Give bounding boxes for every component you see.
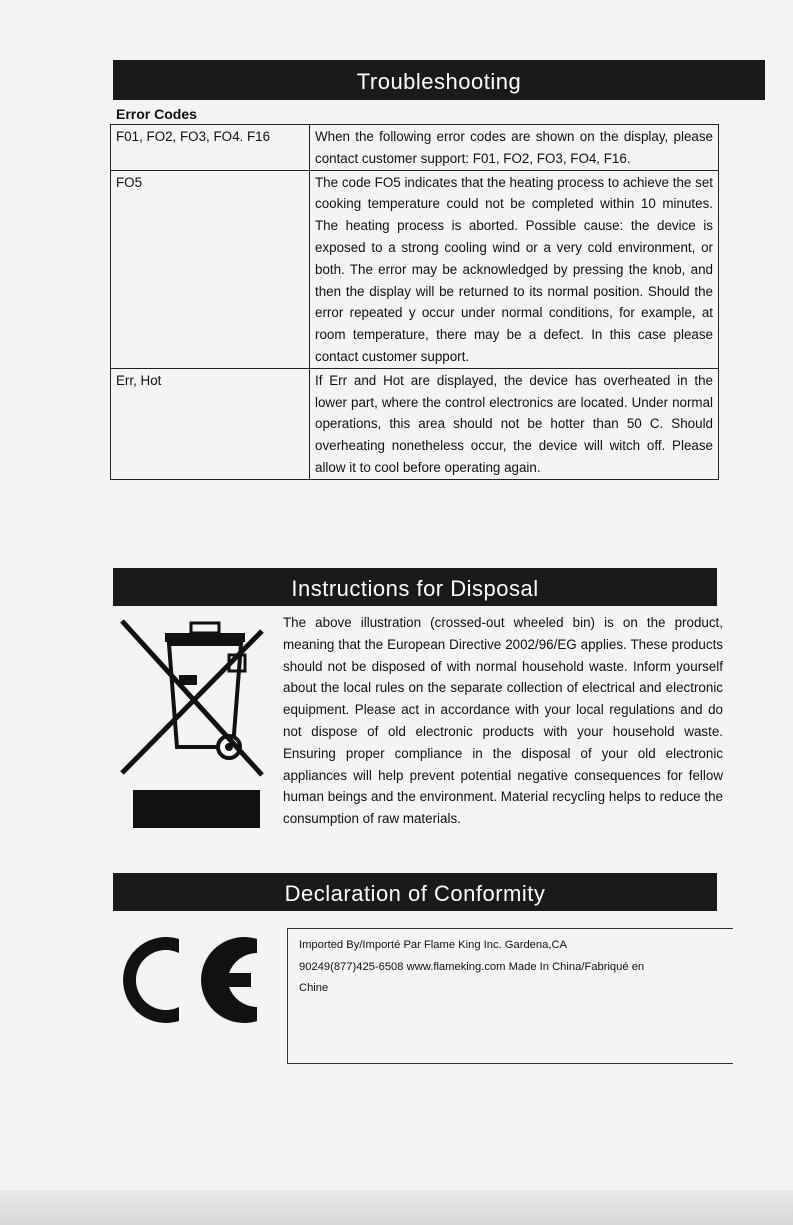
importer-line-1: Imported By/Importé Par Flame King Inc. Gardena,CA	[299, 939, 567, 951]
disposal-paragraph: The above illustration (crossed-out wheeled bin) is on the product, meaning that the European Directive 2002/96/EG applies. These products should not be disposed of with normal household waste. Inform yourself about the local rules on the separate collection of electrical and electronic equipment. Please act in accordance with your local regulations and do not dispose of old electronic products with your household waste. Ensuring proper compliance in the disposal of your old electronic appliances will help prevent potential negative consequences for fellow human beings and the environment. Material recycling helps to reduce the consumption of raw materials.	[283, 615, 723, 827]
table-row	[111, 368, 719, 479]
importer-info-box	[287, 928, 733, 1064]
troubleshooting-banner: Troubleshooting	[113, 60, 765, 100]
page-bottom-shadow	[0, 1190, 793, 1225]
error-codes-heading: Error Codes	[116, 106, 197, 122]
error-codes-table	[110, 124, 719, 480]
error-code-cell: Err, Hot	[111, 368, 310, 479]
ce-mark-icon	[113, 925, 263, 1035]
disposal-banner: Instructions for Disposal	[113, 568, 717, 606]
crossed-out-bin-icon	[117, 617, 267, 782]
importer-line-2: 90249(877)425-6508 www.flameking.com Made In China/Fabriqué en	[299, 960, 645, 973]
error-description-cell: If Err and Hot are displayed, the device has overheated in the lower part, where the control electronics are located. Under normal operations, this area should not be hotter than 50 C. Should overheating nonetheless occur, the device will witch off. Please allow it to cool before operating again.	[310, 368, 719, 479]
declaration-banner: Declaration of Conformity	[113, 873, 717, 911]
table-row	[111, 125, 719, 171]
error-code-cell: FO5	[111, 170, 310, 368]
recycle-bar-marker	[133, 790, 260, 828]
importer-line-3: Chine	[299, 982, 329, 994]
error-description-cell: The code FO5 indicates that the heating process to achieve the set cooking temperature could not be completed within 10 minutes. The heating process is aborted. Possible cause: the device is exposed to a strong cooling wind or a very cold environment, or both. The error may be acknowledged by pressing the knob, and then the display will be returned to its normal position. Should the error repeated y occur under normal conditions, for example, at room temperature, there may be a defect. In this case please contact customer support.	[310, 170, 719, 368]
error-code-cell: F01, FO2, FO3, FO4. F16	[111, 125, 310, 171]
table-row	[111, 170, 719, 368]
error-description-cell: When the following error codes are shown on the display, please contact customer support: F01, FO2, FO3, FO4, F16.	[310, 125, 719, 171]
